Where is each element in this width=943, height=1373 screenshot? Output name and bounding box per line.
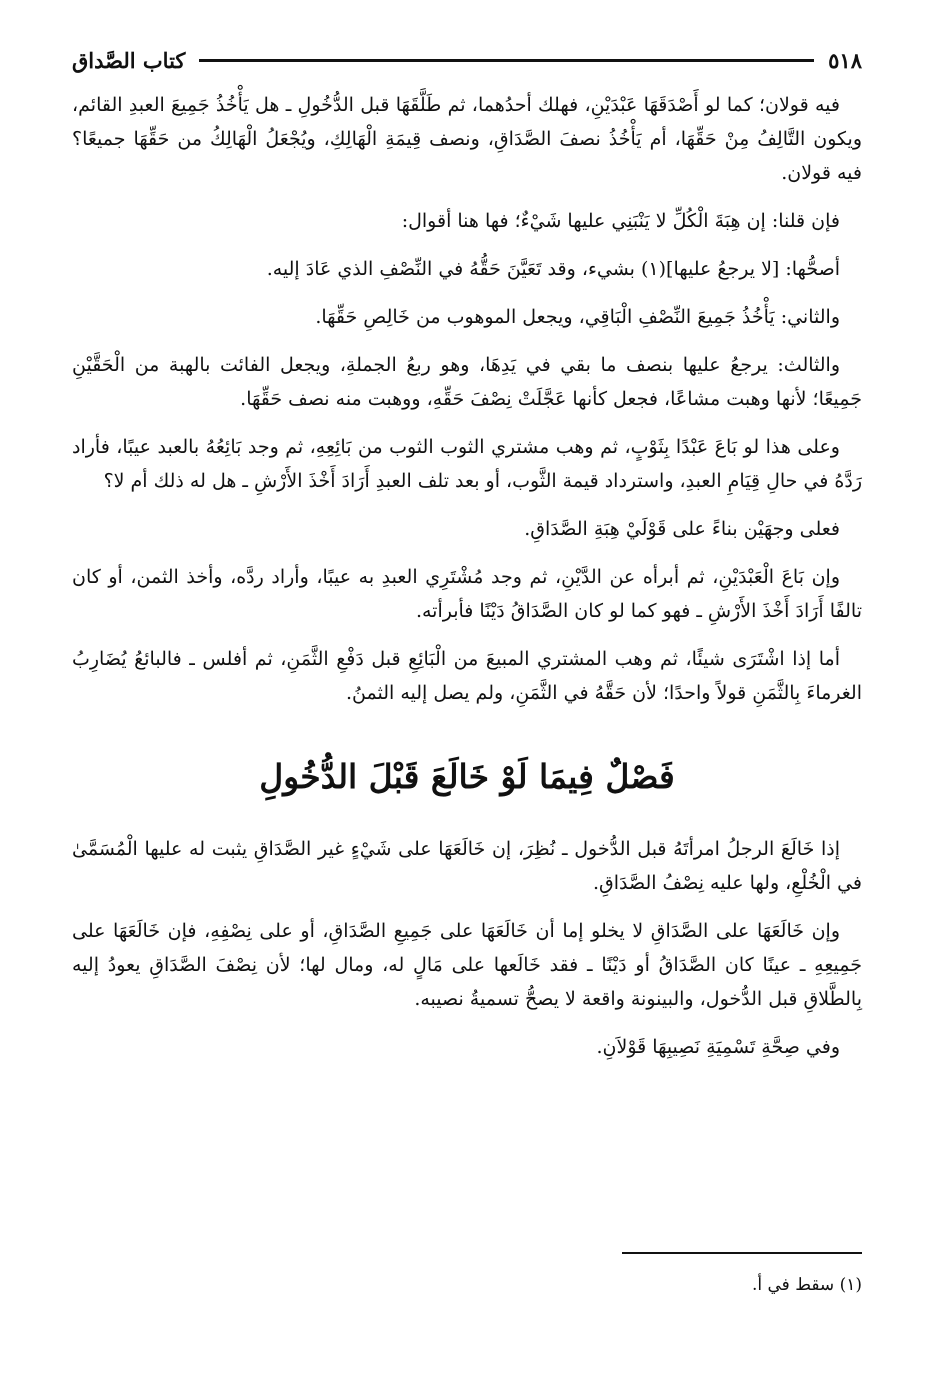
header-rule (199, 59, 814, 62)
paragraph: وإن خَالَعَهَا على الصَّدَاقِ لا يخلو إما أن خَالَعَهَا على جَمِيعِ الصَّدَاقِ، أو على نِصْفِهِ، فإن خَالَعَهَا على جَمِيعِهِ ـ عينًا كان الصَّدَاقُ أو دَيْنًا ـ فقد خَالَعها على مَالٍ له، ومال لها؛ لأن نِصْفَ الصَّدَاقِ يعودُ إليه بِالطَّلاقِ قبل الدُّخول، والبينونة واقعة لا يصحُّ تسميةُ نصيبه. (72, 920, 862, 1010)
paragraph: وعلى هذا لو بَاعَ عَبْدًا بِثَوْبٍ، ثم وهب مشتري الثوب الثوب من بَائِعِهِ، ثم وجد بَائِعُهُ بالعبد عيبًا، فأراد رَدَّهُ في حالِ قِيَامِ العبدِ، واسترداد قيمة الثَّوب، أو بعد تلف العبدِ أَرَادَ أَخْذَ الأَرْشِ ـ هل له ذلك أم لا؟ (72, 436, 862, 492)
page-number: ٥١٨ (828, 47, 862, 73)
paragraph: فيه قولان؛ كما لو أَصْدَقَهَا عَبْدَيْنِ، فهلك أحدُهما، ثم طَلَّقَهَا قبل الدُّخُولِ ـ هل يَأْخُذُ جَمِيعَ العبدِ القائم، ويكون التَّالِفُ مِنْ حَقِّهَا، أم يَأْخُذُ نصفَ الصَّدَاقِ، ونصف قِيمَةِ الْهَالِكِ، ويُجْعَلُ الْهَالِكُ من حَقِّهَا جميعًا؟ فيه قولان. (72, 94, 862, 184)
paragraph: إذا خَالَعَ الرجلُ امرأتَهُ قبل الدُّخول ـ نُظِرَ، إن خَالَعَهَا على شَيْءٍ غير الصَّدَاقِ يثبت له عليها الْمُسَمَّىٰ في الْخُلْعِ، ولها عليه نِصْفُ الصَّدَاقِ. (72, 838, 862, 894)
paragraph: وإن بَاعَ الْعَبْدَيْنِ، ثم أبرأه عن الدَّيْنِ، ثم وجد مُشْتَرِي العبدِ به عيبًا، وأراد ردَّه، وأخذ الثمن، أو كان تالفًا أَرَادَ أَخْذَ الأَرْشِ ـ فهو كما لو كان الصَّدَاقُ دَيْنًا فأبرأته. (72, 566, 862, 622)
main-text (72, 88, 862, 1064)
running-header (72, 40, 862, 80)
paragraph: وفي صِحَّةِ تَسْمِيَةِ نَصِيبِهَا قَوْلاَنِ. (596, 1036, 840, 1058)
paragraph: والثاني: يَأْخُذُ جَمِيعَ النِّصْفِ الْبَاقِي، ويجعل الموهوب من خَالِصِ حَقِّهَا. (315, 306, 840, 328)
paragraph: فإن قلنا: إن هِبَةَ الْكُلِّ لا يَنْبَنِي عليها شَيْءٌ؛ فها هنا أقوال: (401, 210, 840, 232)
footnote: (١) سقط في أ. (751, 1275, 862, 1295)
paragraph: أما إذا اشْتَرَى شيئًا، ثم وهب المشتري المبيعَ من الْبَائِعِ قبل دَفْعِ الثَّمَنِ، ثم أفلس ـ فالبائعُ يُضَارِبُ الغرماءَ بِالثَّمَنِ قولاً واحدًا؛ لأن حَقَّهُ في الثَّمَنِ، ولم يصل إليه الثمنُ. (72, 648, 862, 704)
document-page (72, 40, 862, 1330)
footnote-separator (622, 1252, 862, 1254)
paragraph: فعلى وجهَيْن بناءً على قَوْلَيْ هِبَةِ الصَّدَاقِ. (524, 518, 840, 540)
paragraph: والثالث: يرجعُ عليها بنصف ما بقي في يَدِهَا، وهو ربعُ الجملةِ، ويجعل الفائت بالهبة من الْحَقَّيْنِ جَمِيعًا؛ لأنها وهبت مشاعًا، فجعل كأنها عَجَّلَتْ نِصْفَ حَقِّهِ، ووهبت منه نصف حَقِّهَا. (72, 354, 862, 410)
paragraph: أصحُّها: [لا يرجعُ عليها](١) بشيء، وقد تَعَيَّنَ حَقُّهُ في النِّصْفِ الذي عَادَ إليه. (266, 258, 840, 280)
book-title: كتاب الصَّداق (72, 47, 186, 73)
section-heading: فَصْلٌ فِيمَا لَوْ خَالَعَ قَبْلَ الدُّخُولِ (259, 757, 675, 796)
